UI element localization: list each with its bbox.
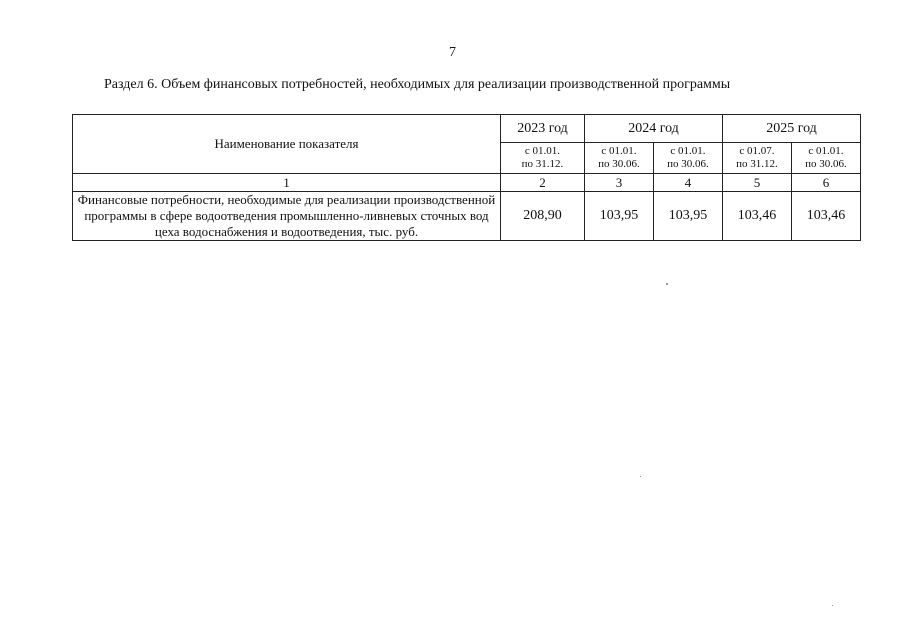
period-end: по 31.12.: [736, 158, 778, 170]
period-header-2024-h2: [654, 143, 723, 174]
period-start: с 01.07.: [739, 145, 775, 157]
period-end: по 30.06.: [598, 158, 640, 170]
indicator-name-cell: Финансовые потребности, необходимые для реализации производственной программы в сфере водоотведения промышленно-ливневых сточных вод цеха водоснабжения и водоотведения, тыс. руб.: [73, 192, 501, 241]
section-title: Раздел 6. Объем финансовых потребностей, необходимых для реализации производственной программы: [104, 77, 731, 92]
value-cell-2024-h2: 103,95: [654, 192, 723, 241]
column-header-year-2024: 2024 год: [585, 115, 723, 143]
period-start: с 01.01.: [808, 145, 844, 157]
value-cell-2023: 208,90: [501, 192, 585, 241]
column-number: 5: [723, 174, 792, 192]
period-start: с 01.01.: [601, 145, 637, 157]
table-row: [73, 192, 861, 241]
column-number: 6: [792, 174, 861, 192]
scan-speck: [640, 476, 641, 477]
period-header-2025-h1: [792, 143, 861, 174]
column-header-year-2023: 2023 год: [501, 115, 585, 143]
scan-speck: [832, 605, 833, 606]
period-start: с 01.01.: [524, 145, 561, 157]
value-cell-2025-h2: 103,46: [723, 192, 792, 241]
period-header-2023-full: [501, 143, 585, 174]
scan-speck: [666, 283, 668, 285]
column-header-indicator-name: Наименование показателя: [73, 115, 501, 174]
column-number: 3: [585, 174, 654, 192]
value-cell-2024-h1: 103,95: [585, 192, 654, 241]
period-end: по 30.06.: [805, 158, 847, 170]
column-number: 2: [501, 174, 585, 192]
value-cell-2025-h1: 103,46: [792, 192, 861, 241]
period-header-2025-h2: [723, 143, 792, 174]
period-start: с 01.01.: [670, 145, 706, 157]
page-number: 7: [449, 45, 456, 60]
column-number: 1: [73, 174, 501, 192]
table-header-row-years: [73, 115, 861, 143]
period-end: по 30.06.: [667, 158, 709, 170]
financial-needs-table: [72, 114, 861, 241]
period-header-2024-h1: [585, 143, 654, 174]
period-end: по 31.12.: [521, 158, 564, 170]
column-header-year-2025: 2025 год: [723, 115, 861, 143]
column-number: 4: [654, 174, 723, 192]
column-number-row: [73, 174, 861, 192]
